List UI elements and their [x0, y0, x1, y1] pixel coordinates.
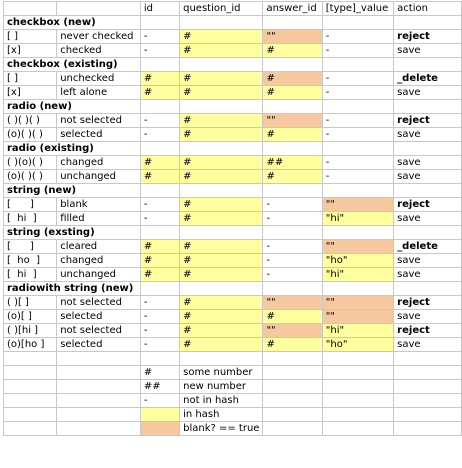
cell-state[interactable]: unchecked: [57, 72, 141, 86]
cell-type-value[interactable]: -: [322, 114, 393, 128]
cell-action[interactable]: save: [394, 212, 462, 226]
table-row: [4, 114, 462, 128]
empty-cell[interactable]: [394, 16, 462, 30]
empty-cell[interactable]: [394, 366, 462, 380]
cell-id[interactable]: -: [140, 198, 179, 212]
cell-control[interactable]: ( )( )( ): [4, 114, 57, 128]
cell-id[interactable]: -: [140, 338, 179, 352]
cell-id[interactable]: #: [140, 268, 179, 282]
empty-cell[interactable]: [140, 58, 179, 72]
cell-question-id[interactable]: #: [180, 128, 263, 142]
empty-cell[interactable]: [4, 408, 57, 422]
cell-id[interactable]: #: [140, 156, 179, 170]
cell-action[interactable]: save: [394, 254, 462, 268]
cell-question-id[interactable]: #: [180, 310, 263, 324]
empty-cell[interactable]: [140, 282, 179, 296]
empty-cell[interactable]: [4, 394, 57, 408]
legend-symbol[interactable]: [140, 422, 179, 436]
cell-state[interactable]: changed: [57, 254, 141, 268]
cell-state[interactable]: left alone: [57, 86, 141, 100]
section-row: [4, 226, 462, 240]
cell-action[interactable]: reject: [394, 324, 462, 338]
empty-cell[interactable]: [4, 422, 57, 436]
cell-id[interactable]: #: [140, 72, 179, 86]
empty-cell[interactable]: [140, 352, 179, 366]
cell-state[interactable]: unchanged: [57, 268, 141, 282]
cell-action[interactable]: save: [394, 86, 462, 100]
cell-answer-id[interactable]: "": [263, 296, 322, 310]
cell-control[interactable]: [ ]: [4, 240, 57, 254]
empty-cell[interactable]: [394, 184, 462, 198]
cell-control[interactable]: [ ]: [4, 198, 57, 212]
legend-row: [4, 366, 462, 380]
empty-cell[interactable]: [140, 100, 179, 114]
section-row: [4, 142, 462, 156]
legend-text[interactable]: not in hash: [180, 394, 263, 408]
empty-cell[interactable]: [57, 352, 141, 366]
header-state[interactable]: [57, 2, 141, 16]
cell-id[interactable]: -: [140, 324, 179, 338]
cell-answer-id[interactable]: #: [263, 128, 322, 142]
cell-answer-id[interactable]: #: [263, 72, 322, 86]
section-label[interactable]: string (new): [4, 184, 141, 198]
cell-answer-id[interactable]: "": [263, 324, 322, 338]
cell-question-id[interactable]: #: [180, 212, 263, 226]
cell-answer-id[interactable]: ##: [263, 156, 322, 170]
empty-cell[interactable]: [322, 408, 393, 422]
cell-state[interactable]: checked: [57, 44, 141, 58]
cell-state[interactable]: changed: [57, 156, 141, 170]
cell-control[interactable]: (o)( )( ): [4, 128, 57, 142]
cell-answer-id[interactable]: #: [263, 44, 322, 58]
empty-cell[interactable]: [263, 380, 322, 394]
empty-cell[interactable]: [180, 352, 263, 366]
form-state-table: [3, 1, 462, 436]
empty-cell[interactable]: [263, 394, 322, 408]
empty-cell[interactable]: [394, 226, 462, 240]
cell-action[interactable]: save: [394, 170, 462, 184]
cell-question-id[interactable]: #: [180, 170, 263, 184]
legend-row: [4, 394, 462, 408]
empty-cell[interactable]: [263, 352, 322, 366]
section-label[interactable]: radio (new): [4, 100, 141, 114]
cell-state[interactable]: cleared: [57, 240, 141, 254]
cell-control[interactable]: [x]: [4, 44, 57, 58]
empty-cell[interactable]: [263, 422, 322, 436]
empty-cell[interactable]: [180, 100, 263, 114]
table-row: [4, 86, 462, 100]
empty-cell[interactable]: [394, 142, 462, 156]
cell-question-id[interactable]: #: [180, 156, 263, 170]
cell-answer-id[interactable]: #: [263, 170, 322, 184]
cell-action[interactable]: _delete: [394, 72, 462, 86]
table-row: [4, 296, 462, 310]
cell-question-id[interactable]: #: [180, 114, 263, 128]
cell-id[interactable]: -: [140, 212, 179, 226]
cell-type-value[interactable]: "hi": [322, 324, 393, 338]
cell-action[interactable]: reject: [394, 296, 462, 310]
section-label[interactable]: radio (existing): [4, 142, 141, 156]
legend-row: [4, 422, 462, 436]
cell-control[interactable]: (o)[ ]: [4, 310, 57, 324]
cell-answer-id[interactable]: "": [263, 30, 322, 44]
section-row: [4, 58, 462, 72]
section-label[interactable]: string (exsting): [4, 226, 141, 240]
cell-question-id[interactable]: #: [180, 324, 263, 338]
empty-cell[interactable]: [140, 142, 179, 156]
cell-state[interactable]: filled: [57, 212, 141, 226]
legend-symbol[interactable]: -: [140, 394, 179, 408]
header-control[interactable]: [4, 2, 57, 16]
table-row: [4, 44, 462, 58]
cell-answer-id[interactable]: -: [263, 254, 322, 268]
empty-cell[interactable]: [322, 366, 393, 380]
cell-answer-id[interactable]: #: [263, 310, 322, 324]
table-row: [4, 198, 462, 212]
spreadsheet: [3, 1, 462, 436]
cell-question-id[interactable]: #: [180, 268, 263, 282]
empty-cell[interactable]: [394, 282, 462, 296]
cell-type-value[interactable]: -: [322, 30, 393, 44]
empty-cell[interactable]: [322, 352, 393, 366]
empty-cell[interactable]: [322, 142, 393, 156]
cell-state[interactable]: not selected: [57, 114, 141, 128]
empty-cell[interactable]: [180, 184, 263, 198]
empty-cell[interactable]: [322, 58, 393, 72]
cell-question-id[interactable]: #: [180, 198, 263, 212]
cell-type-value[interactable]: "": [322, 310, 393, 324]
empty-cell[interactable]: [140, 184, 179, 198]
cell-control[interactable]: [ ]: [4, 30, 57, 44]
section-label[interactable]: radiowith string (new): [4, 282, 141, 296]
cell-action[interactable]: _delete: [394, 240, 462, 254]
cell-id[interactable]: #: [140, 170, 179, 184]
empty-cell[interactable]: [57, 366, 141, 380]
cell-type-value[interactable]: "": [322, 296, 393, 310]
cell-action[interactable]: save: [394, 310, 462, 324]
table-row: [4, 254, 462, 268]
empty-cell[interactable]: [263, 366, 322, 380]
empty-cell[interactable]: [322, 282, 393, 296]
cell-answer-id[interactable]: "": [263, 114, 322, 128]
section-row: [4, 282, 462, 296]
cell-type-value[interactable]: "hi": [322, 212, 393, 226]
cell-id[interactable]: #: [140, 254, 179, 268]
cell-type-value[interactable]: -: [322, 44, 393, 58]
empty-cell[interactable]: [394, 58, 462, 72]
cell-answer-id[interactable]: -: [263, 268, 322, 282]
empty-cell[interactable]: [263, 184, 322, 198]
empty-cell[interactable]: [263, 16, 322, 30]
cell-question-id[interactable]: #: [180, 338, 263, 352]
cell-state[interactable]: selected: [57, 310, 141, 324]
cell-control[interactable]: [ hi ]: [4, 212, 57, 226]
cell-question-id[interactable]: #: [180, 44, 263, 58]
empty-cell[interactable]: [57, 408, 141, 422]
empty-cell[interactable]: [140, 16, 179, 30]
legend-symbol[interactable]: ##: [140, 380, 179, 394]
cell-type-value[interactable]: -: [322, 86, 393, 100]
empty-cell[interactable]: [322, 380, 393, 394]
legend-symbol[interactable]: #: [140, 366, 179, 380]
header-row: [4, 2, 462, 16]
empty-cell[interactable]: [4, 380, 57, 394]
table-row: [4, 212, 462, 226]
table-row: [4, 128, 462, 142]
legend-symbol[interactable]: [140, 408, 179, 422]
cell-state[interactable]: selected: [57, 128, 141, 142]
cell-state[interactable]: not selected: [57, 324, 141, 338]
cell-id[interactable]: #: [140, 240, 179, 254]
cell-type-value[interactable]: -: [322, 128, 393, 142]
cell-control[interactable]: ( )[hi ]: [4, 324, 57, 338]
header-type-value[interactable]: [type]_value: [322, 2, 393, 16]
cell-type-value[interactable]: "ho": [322, 338, 393, 352]
legend-text[interactable]: some number: [180, 366, 263, 380]
section-label[interactable]: checkbox (existing): [4, 58, 141, 72]
empty-cell[interactable]: [322, 422, 393, 436]
cell-control[interactable]: (o)( )( ): [4, 170, 57, 184]
cell-action[interactable]: save: [394, 44, 462, 58]
empty-cell[interactable]: [263, 408, 322, 422]
cell-id[interactable]: -: [140, 296, 179, 310]
cell-question-id[interactable]: #: [180, 254, 263, 268]
cell-answer-id[interactable]: -: [263, 240, 322, 254]
cell-control[interactable]: [x]: [4, 86, 57, 100]
empty-cell[interactable]: [180, 226, 263, 240]
table-row: [4, 156, 462, 170]
cell-type-value[interactable]: "": [322, 198, 393, 212]
empty-cell[interactable]: [394, 394, 462, 408]
cell-answer-id[interactable]: #: [263, 338, 322, 352]
empty-cell[interactable]: [140, 226, 179, 240]
header-action[interactable]: action: [394, 2, 462, 16]
cell-id[interactable]: #: [140, 86, 179, 100]
cell-control[interactable]: (o)[ho ]: [4, 338, 57, 352]
cell-action[interactable]: reject: [394, 30, 462, 44]
cell-action[interactable]: reject: [394, 198, 462, 212]
cell-action[interactable]: reject: [394, 114, 462, 128]
empty-cell[interactable]: [57, 422, 141, 436]
empty-cell[interactable]: [394, 100, 462, 114]
cell-question-id[interactable]: #: [180, 30, 263, 44]
table-row: [4, 338, 462, 352]
cell-question-id[interactable]: #: [180, 72, 263, 86]
cell-state[interactable]: not selected: [57, 296, 141, 310]
cell-question-id[interactable]: #: [180, 296, 263, 310]
table-row: [4, 240, 462, 254]
header-question-id[interactable]: question_id: [180, 2, 263, 16]
header-id[interactable]: id: [140, 2, 179, 16]
cell-control[interactable]: [ ho ]: [4, 254, 57, 268]
cell-action[interactable]: save: [394, 156, 462, 170]
empty-cell[interactable]: [4, 366, 57, 380]
cell-id[interactable]: -: [140, 30, 179, 44]
cell-question-id[interactable]: #: [180, 86, 263, 100]
cell-state[interactable]: never checked: [57, 30, 141, 44]
cell-action[interactable]: save: [394, 128, 462, 142]
empty-cell[interactable]: [322, 226, 393, 240]
header-answer-id[interactable]: answer_id: [263, 2, 322, 16]
table-row: [4, 324, 462, 338]
cell-state[interactable]: unchanged: [57, 170, 141, 184]
cell-type-value[interactable]: -: [322, 170, 393, 184]
cell-id[interactable]: -: [140, 44, 179, 58]
cell-type-value[interactable]: "hi": [322, 268, 393, 282]
empty-cell[interactable]: [263, 282, 322, 296]
empty-cell[interactable]: [263, 226, 322, 240]
cell-type-value[interactable]: -: [322, 72, 393, 86]
empty-cell[interactable]: [4, 352, 57, 366]
empty-cell[interactable]: [394, 352, 462, 366]
cell-id[interactable]: -: [140, 114, 179, 128]
empty-cell[interactable]: [180, 16, 263, 30]
cell-action[interactable]: save: [394, 268, 462, 282]
empty-cell[interactable]: [394, 422, 462, 436]
cell-control[interactable]: ( )(o)( ): [4, 156, 57, 170]
legend-text[interactable]: blank? == true: [180, 422, 263, 436]
empty-cell[interactable]: [322, 16, 393, 30]
cell-type-value[interactable]: "": [322, 240, 393, 254]
blank-row: [4, 352, 462, 366]
section-label[interactable]: checkbox (new): [4, 16, 141, 30]
empty-cell[interactable]: [263, 58, 322, 72]
empty-cell[interactable]: [180, 142, 263, 156]
empty-cell[interactable]: [57, 394, 141, 408]
cell-state[interactable]: blank: [57, 198, 141, 212]
cell-answer-id[interactable]: -: [263, 198, 322, 212]
table-row: [4, 310, 462, 324]
empty-cell[interactable]: [263, 142, 322, 156]
empty-cell[interactable]: [394, 408, 462, 422]
table-row: [4, 30, 462, 44]
cell-control[interactable]: [ hi ]: [4, 268, 57, 282]
table-row: [4, 170, 462, 184]
legend-text[interactable]: in hash: [180, 408, 263, 422]
empty-cell[interactable]: [394, 380, 462, 394]
legend-row: [4, 380, 462, 394]
section-row: [4, 184, 462, 198]
cell-state[interactable]: selected: [57, 338, 141, 352]
cell-control[interactable]: ( )[ ]: [4, 296, 57, 310]
cell-id[interactable]: -: [140, 310, 179, 324]
section-row: [4, 100, 462, 114]
cell-question-id[interactable]: #: [180, 240, 263, 254]
empty-cell[interactable]: [180, 282, 263, 296]
empty-cell[interactable]: [57, 380, 141, 394]
empty-cell[interactable]: [180, 58, 263, 72]
empty-cell[interactable]: [263, 100, 322, 114]
empty-cell[interactable]: [322, 184, 393, 198]
cell-control[interactable]: [ ]: [4, 72, 57, 86]
table-row: [4, 72, 462, 86]
cell-action[interactable]: save: [394, 338, 462, 352]
cell-type-value[interactable]: -: [322, 156, 393, 170]
cell-answer-id[interactable]: -: [263, 212, 322, 226]
cell-type-value[interactable]: "ho": [322, 254, 393, 268]
empty-cell[interactable]: [322, 394, 393, 408]
legend-text[interactable]: new number: [180, 380, 263, 394]
empty-cell[interactable]: [322, 100, 393, 114]
cell-answer-id[interactable]: #: [263, 86, 322, 100]
section-row: [4, 16, 462, 30]
cell-id[interactable]: -: [140, 128, 179, 142]
table-row: [4, 268, 462, 282]
legend-row: [4, 408, 462, 422]
